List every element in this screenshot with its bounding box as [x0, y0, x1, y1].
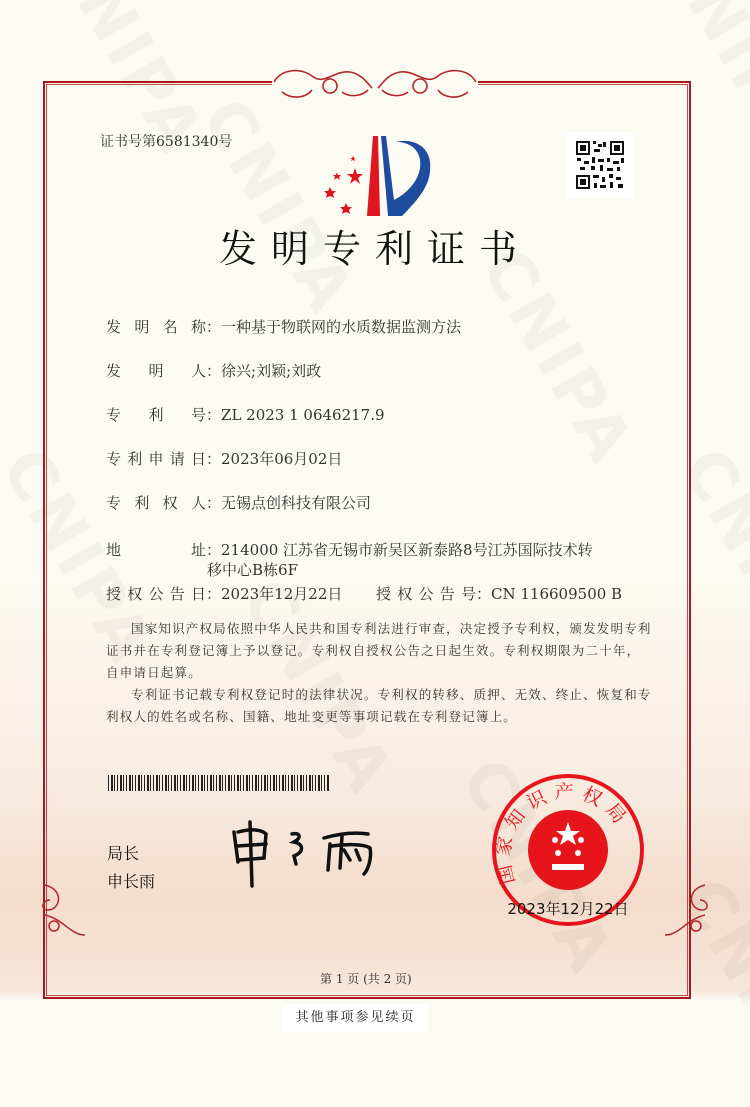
handwritten-signature: [228, 818, 388, 890]
legal-paragraph: 国家知识产权局依照中华人民共和国专利法进行审查，决定授予专利权，颁发发明专利证书并在专利登记簿上予以登记。专利权自授权公告之日起生效。专利权期限为二十年，自申请日起算。: [106, 621, 652, 680]
corner-ornament-icon: [660, 880, 710, 940]
field-grant-date: 授权公告日：2023年12月22日: [106, 585, 343, 603]
field-patent-number: 专利号：ZL 2023 1 0646217.9: [106, 406, 385, 424]
field-address: 地址：214000 江苏省无锡市新吴区新泰路8号江苏国际技术转: [106, 541, 593, 559]
continued-note: 其他事项参见续页: [283, 1004, 428, 1032]
legal-paragraph: 专利证书记载专利权登记时的法律状况。专利权的转移、质押、无效、终止、恢复和专利权人的姓名或名称、国籍、地址变更等事项记载在专利登记簿上。: [106, 687, 652, 724]
field-invention-name: 发明名称：一种基于物联网的水质数据监测方法: [106, 318, 462, 336]
official-seal: [488, 770, 648, 930]
seal-date: 2023年12月22日: [507, 900, 629, 918]
qr-code-icon: [567, 132, 633, 198]
signatory-name: 申长雨: [107, 872, 156, 891]
certificate-title: 发明专利证书: [218, 227, 531, 271]
field-grant-number: 授权公告号：CN 116609500 B: [376, 585, 623, 603]
field-patentee: 专利权人：无锡点创科技有限公司: [106, 494, 372, 512]
barcode-icon: [108, 775, 330, 791]
dragon-ornament-icon: [272, 62, 478, 102]
field-address-line2: 移中心B栋6F: [207, 561, 298, 579]
cnipa-logo-icon: [318, 134, 434, 218]
corner-ornament-icon: [40, 880, 90, 940]
field-inventors: 发明人：徐兴;刘颖;刘政: [106, 362, 322, 380]
certificate-number: 证书号第6581340号: [100, 134, 233, 150]
page-info: 第 1 页 (共 2 页): [320, 972, 412, 986]
field-application-date: 专利申请日：2023年06月02日: [106, 450, 343, 468]
signatory-title: 局长: [107, 844, 140, 863]
svg-text:国家知识产权局: 国家知识产权局: [491, 781, 635, 887]
